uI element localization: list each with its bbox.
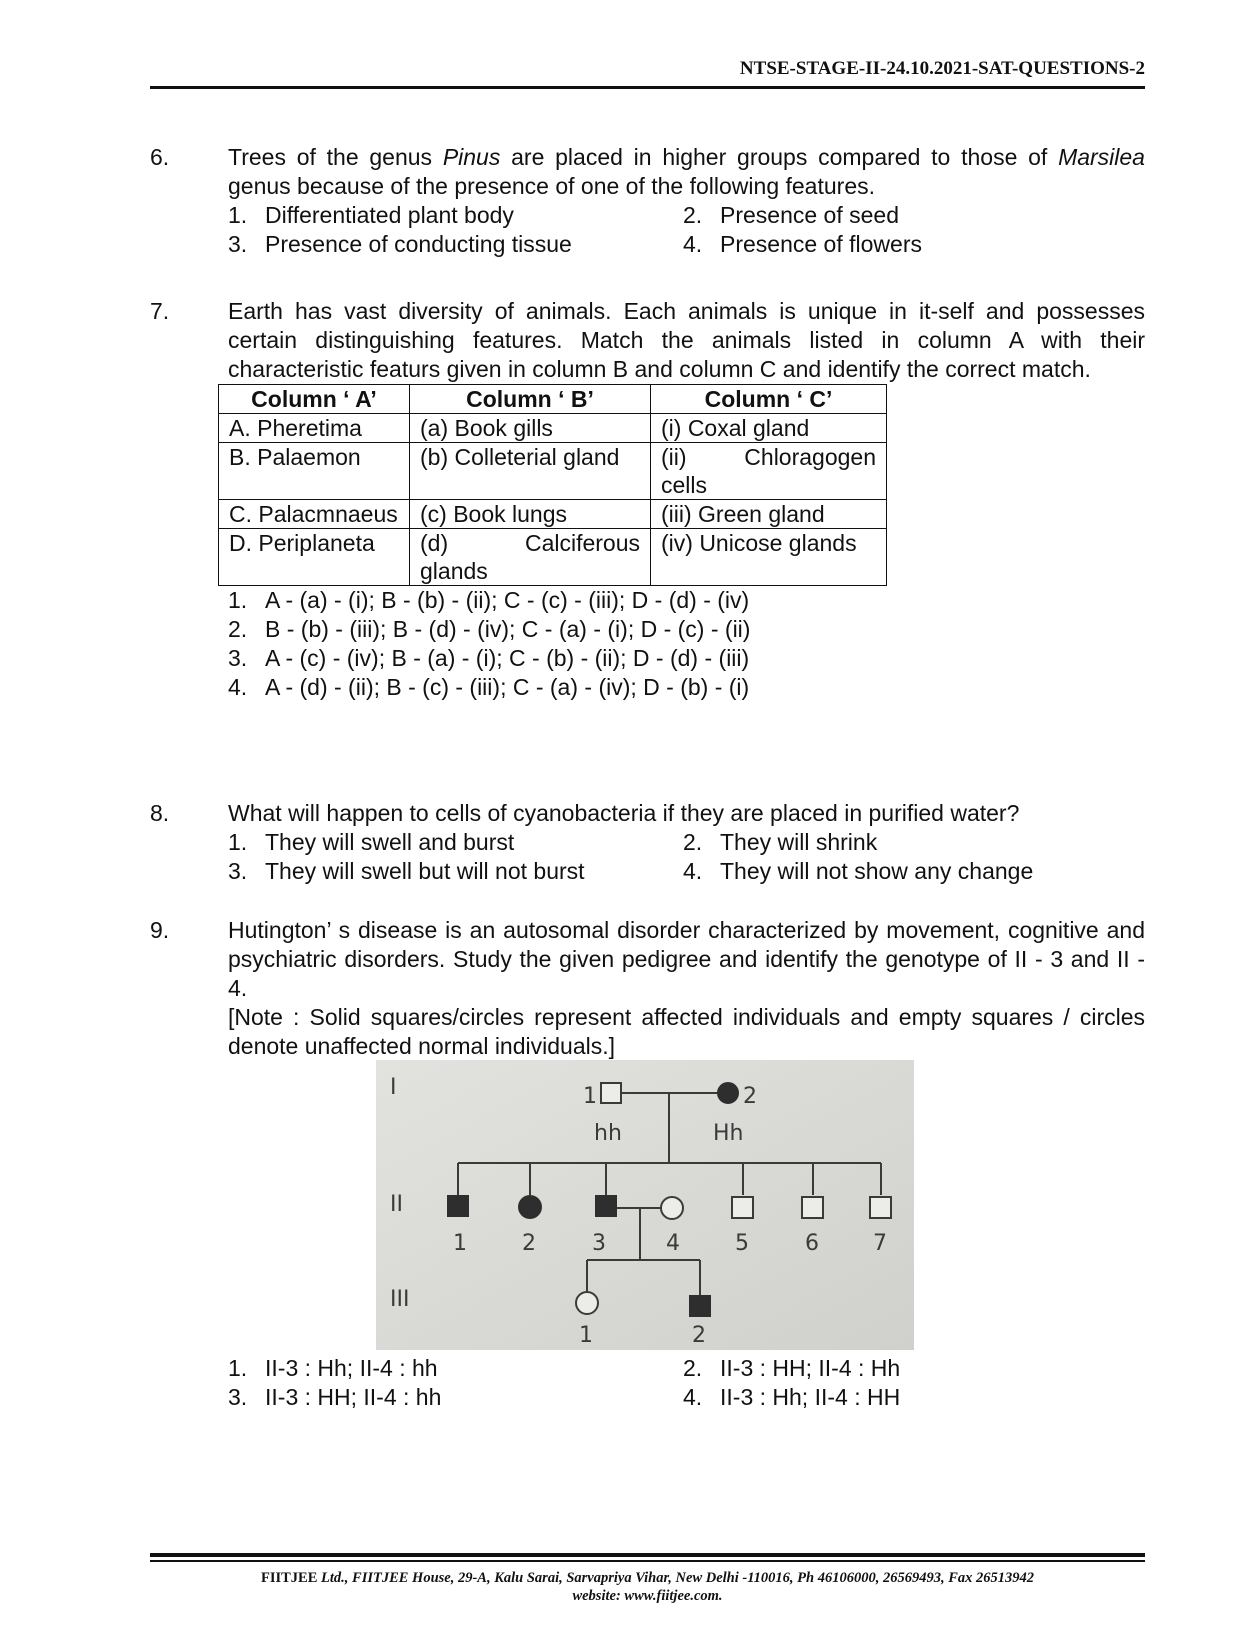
option-text: II-3 : Hh; II-4 : hh (265, 1355, 438, 1381)
option-number: 3. (228, 231, 248, 257)
genus-name-marsilea: Marsilea (1058, 144, 1145, 170)
table-row (219, 443, 887, 500)
table-cell: (iv) Unicose glands (651, 529, 887, 586)
genotype-label: Hh (713, 1121, 744, 1146)
option-text: Differentiated plant body (265, 202, 514, 228)
header-rule (150, 86, 1145, 89)
question-text: What will happen to cells of cyanobacteria if they are placed in purified water? (228, 800, 1020, 826)
option-1[interactable] (228, 828, 683, 857)
option-3[interactable] (228, 644, 1145, 673)
option-4[interactable] (228, 673, 1145, 702)
table-row (219, 500, 887, 529)
table-cell: (d) Calciferous glands (410, 529, 651, 586)
option-text: Presence of seed (720, 202, 900, 228)
table-cell: A. Pheretima (219, 414, 410, 443)
table-cell: (iii) Green gland (651, 500, 887, 529)
option-text: They will shrink (720, 829, 878, 855)
option-4[interactable] (683, 230, 1138, 259)
page-header-title: NTSE-STAGE-II-24.10.2021-SAT-QUESTIONS-2 (739, 58, 1145, 79)
table-cell: (c) Book lungs (410, 500, 651, 529)
table-row (219, 414, 887, 443)
generation-label: I (390, 1075, 397, 1100)
option-1[interactable] (228, 1354, 683, 1383)
option-text: Presence of flowers (720, 231, 922, 257)
option-number: 4. (683, 231, 703, 257)
option-3[interactable] (228, 1383, 683, 1412)
pedigree-chart (376, 1060, 914, 1350)
option-number: 2. (683, 202, 703, 228)
individual-i-2-circle (718, 1083, 738, 1103)
option-text: B - (b) - (iii); B - (d) - (iv); C - (a) - (i); D - (c) - (ii) (265, 616, 751, 642)
option-number: 1. (228, 587, 248, 613)
option-text: A - (c) - (iv); B - (a) - (i); C - (b) - (ii); D - (d) - (iii) (265, 645, 750, 671)
individual-label: 1 (453, 1231, 467, 1256)
option-number: 1. (228, 1355, 248, 1381)
genus-name-pinus: Pinus (442, 144, 501, 170)
option-number: 3. (228, 858, 248, 884)
text-part: are placed in higher groups compared to those of (500, 144, 1059, 170)
option-text: They will swell but will not burst (265, 858, 585, 884)
footer-brand: FIITJEE (260, 1570, 318, 1586)
option-number: 3. (228, 1384, 248, 1410)
option-text: II-3 : Hh; II-4 : HH (720, 1384, 901, 1410)
column-b-header: Column ‘ B’ (410, 385, 651, 414)
individual-label: 1 (579, 1323, 593, 1348)
individual-label: 6 (805, 1231, 819, 1256)
footer-address: Ltd., FIITJEE House, 29-A, Kalu Sarai, Sarvapriya Vihar, New Delhi -110016, Ph 46106000, 26569493, Fax 26513942 (321, 1570, 1035, 1586)
option-number: 1. (228, 202, 248, 228)
table-cell: (a) Book gills (410, 414, 651, 443)
individual-label: 7 (873, 1231, 887, 1256)
individual-label: 2 (692, 1323, 706, 1348)
table-cell: (ii) Chloragogen cells (651, 443, 887, 500)
options (228, 828, 1145, 886)
table-cell: C. Palacmnaeus (219, 500, 410, 529)
individual-label: 1 (583, 1084, 597, 1109)
question-7 (150, 297, 1145, 702)
question-6 (150, 143, 1145, 259)
individual-i-1-square (601, 1083, 621, 1103)
question-9 (150, 916, 1145, 1061)
individual-ii-6-square (802, 1197, 823, 1218)
footer-website: website: www.fiitjee.com. (572, 1588, 723, 1604)
individual-ii-1-square (447, 1195, 469, 1217)
individual-iii-1-circle (576, 1292, 598, 1314)
question-9-options (150, 1354, 1145, 1412)
option-number: 1. (228, 829, 248, 855)
individual-ii-7-square (870, 1197, 891, 1218)
individual-ii-2-circle (518, 1195, 542, 1219)
individual-ii-5-square (732, 1197, 753, 1218)
option-text: Presence of conducting tissue (265, 231, 572, 257)
option-1[interactable] (228, 201, 683, 230)
option-text: They will not show any change (720, 858, 1034, 884)
option-number: 2. (683, 1355, 703, 1381)
individual-label: 4 (666, 1231, 680, 1256)
option-2[interactable] (228, 615, 1145, 644)
question-text: Hutington’ s disease is an autosomal disorder characterized by movement, cognitive and psychiatric disorders. Study the given pedigree and identify the genotype of II - 3 and II - 4. (228, 917, 1145, 1001)
text-part: Trees of the genus (228, 144, 443, 170)
individual-label: 2 (522, 1231, 536, 1256)
option-number: 4. (683, 858, 703, 884)
table-header-row (219, 385, 887, 414)
option-number: 3. (228, 645, 248, 671)
page-footer (150, 1569, 1145, 1605)
option-number: 2. (683, 829, 703, 855)
column-c-header: Column ‘ C’ (651, 385, 887, 414)
option-text: They will swell and burst (265, 829, 515, 855)
individual-ii-3-square (595, 1195, 617, 1217)
question-number: 6. (150, 144, 170, 170)
option-2[interactable] (683, 201, 1138, 230)
table-cell: (b) Colleterial gland (410, 443, 651, 500)
footer-rule (150, 1560, 1145, 1562)
text-part: genus because of the presence of one of the following features. (228, 173, 875, 199)
table-row (219, 529, 887, 586)
option-1[interactable] (228, 586, 1145, 615)
generation-label: III (390, 1287, 410, 1312)
question-number: 9. (150, 917, 170, 943)
option-3[interactable] (228, 230, 683, 259)
table-cell: D. Periplaneta (219, 529, 410, 586)
individual-label: 3 (592, 1231, 606, 1256)
question-8 (150, 799, 1145, 886)
match-table (218, 384, 887, 586)
genotype-label: hh (594, 1121, 622, 1146)
question-number: 8. (150, 800, 170, 826)
question-number: 7. (150, 298, 170, 324)
option-number: 4. (228, 674, 248, 700)
option-text: II-3 : HH; II-4 : hh (265, 1384, 442, 1410)
column-a-header: Column ‘ A’ (219, 385, 410, 414)
option-number: 2. (228, 616, 248, 642)
options (228, 201, 1145, 259)
option-text: II-3 : HH; II-4 : Hh (720, 1355, 901, 1381)
option-4[interactable] (683, 857, 1138, 886)
individual-ii-4-circle (661, 1197, 683, 1219)
question-note: [Note : Solid squares/circles represent affected individuals and empty squares / circles denote unaffected normal individuals.] (228, 1004, 1145, 1059)
options (228, 1354, 1145, 1412)
option-text: A - (d) - (ii); B - (c) - (iii); C - (a) - (iv); D - (b) - (i) (265, 674, 750, 700)
option-number: 4. (683, 1384, 703, 1410)
individual-label: 2 (743, 1084, 757, 1109)
option-3[interactable] (228, 857, 683, 886)
question-text: Earth has vast diversity of animals. Each animals is unique in it-self and possesses certain distinguishing features. Match the animals listed in column A with their characteristic featurs given in column B and column C and identify the correct match. (228, 298, 1145, 382)
table-cell: (i) Coxal gland (651, 414, 887, 443)
individual-label: 5 (735, 1231, 749, 1256)
footer-address-line (150, 1569, 1145, 1587)
footer-rule (150, 1553, 1145, 1557)
table-cell: B. Palaemon (219, 443, 410, 500)
individual-iii-2-square (689, 1295, 711, 1317)
option-text: A - (a) - (i); B - (b) - (ii); C - (c) - (iii); D - (d) - (iv) (265, 587, 750, 613)
generation-label: II (390, 1192, 403, 1217)
question-text (228, 143, 1145, 201)
option-2[interactable] (683, 1354, 1138, 1383)
option-4[interactable] (683, 1383, 1138, 1412)
option-2[interactable] (683, 828, 1138, 857)
options (228, 586, 1145, 702)
